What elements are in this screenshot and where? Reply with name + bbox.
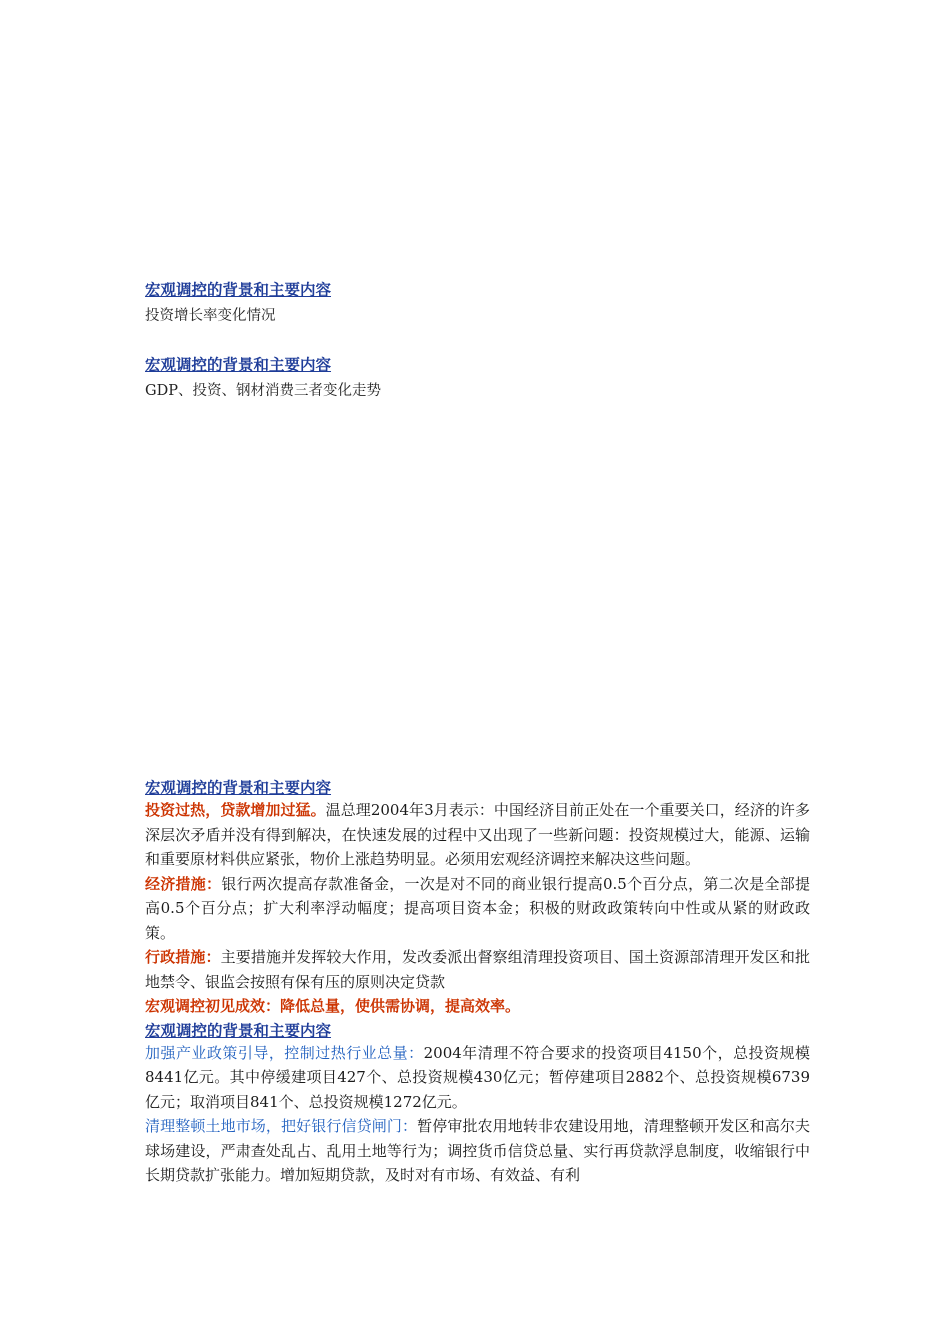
paragraph-lead: 加强产业政策引导，控制过热行业总量： [145, 1043, 424, 1062]
paragraph-lead: 行政措施： [145, 948, 221, 966]
paragraph [145, 1114, 810, 1188]
paragraph-lead: 经济措施： [145, 874, 222, 893]
section-heading-link[interactable]: 宏观调控的背景和主要内容 [145, 281, 332, 299]
section-1 [145, 278, 810, 325]
paragraph [145, 872, 810, 946]
paragraph-text: 银行两次提高存款准备金，一次是对不同的商业银行提高0.5个百分点，第二次是全部提高0.5个百分点；扩大利率浮动幅度；提高项目资本金；积极的财政政策转向中性或从紧的财政政策。 [145, 874, 810, 942]
paragraph-text: 主要措施并发挥较大作用，发改委派出督察组清理投资项目、国土资源部清理开发区和批地禁令、银监会按照有保有压的原则决定贷款 [145, 948, 810, 991]
section-2 [145, 353, 810, 400]
chart-caption: 投资增长率变化情况 [145, 308, 276, 324]
paragraph-text: 2004年清理不符合要求的投资项目4150个，总投资规模8441亿元。其中停缓建项目427个、总投资规模430亿元；暂停建项目2882个、总投资规模6739亿元；取消项目841个、总投资规模1272亿元。 [145, 1043, 810, 1111]
chart-caption: GDP、投资、钢材消费三者变化走势 [145, 383, 381, 399]
paragraph [145, 945, 810, 994]
section-3 [145, 776, 810, 1188]
paragraph [145, 1041, 810, 1115]
paragraph-lead: 投资过热，贷款增加过猛。 [145, 801, 326, 819]
section-heading-link[interactable]: 宏观调控的背景和主要内容 [145, 1021, 332, 1040]
paragraph-text: 温总理2004年3月表示：中国经济目前正处在一个重要关口，经济的许多深层次矛盾并没有得到解决，在快速发展的过程中又出现了一些新问题：投资规模过大，能源、运输和重要原材料供应紧张，物价上涨趋势明显。必须用宏观经济调控来解决这些问题。 [145, 801, 810, 868]
section-heading-link[interactable]: 宏观调控的背景和主要内容 [145, 356, 332, 374]
paragraph-text: 暂停审批农用地转非农建设用地，清理整顿开发区和高尔夫球场建设，严肃查处乱占、乱用土地等行为；调控货币信贷总量、实行再贷款浮息制度，收缩银行中长期贷款扩张能力。增加短期贷款，及时对有市场、有效益、有利 [145, 1117, 810, 1184]
conclusion-line: 宏观调控初见成效：降低总量，使供需协调，提高效率。 [145, 997, 521, 1015]
section-heading-link[interactable]: 宏观调控的背景和主要内容 [145, 779, 332, 797]
paragraph-lead: 清理整顿土地市场，把好银行信贷闸门： [145, 1117, 418, 1135]
paragraph [145, 798, 810, 872]
